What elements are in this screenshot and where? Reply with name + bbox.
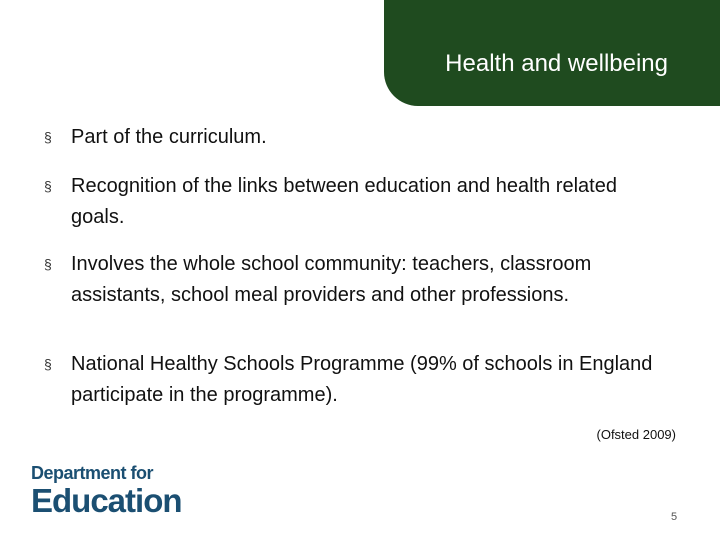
bullet-marker-icon: § xyxy=(44,356,52,372)
bullet-text: Involves the whole school community: teachers, classroom assistants, school meal providers and other professions. xyxy=(71,253,592,306)
bullet-item xyxy=(44,249,671,311)
department-for-education-logo xyxy=(31,463,182,518)
slide-title: Health and wellbeing xyxy=(445,50,668,77)
title-banner xyxy=(384,0,720,106)
bullet-marker-icon: § xyxy=(44,129,52,145)
bullet-marker-icon: § xyxy=(44,256,52,272)
bullet-item xyxy=(44,171,671,233)
page-number: 5 xyxy=(671,511,678,523)
bullet-text: National Healthy Schools Programme (99% of schools in England participate in the programme). xyxy=(71,353,653,406)
logo-line-2: Education xyxy=(31,482,182,519)
bullet-text: Recognition of the links between education and health related goals. xyxy=(71,175,617,228)
source-citation: (Ofsted 2009) xyxy=(596,427,676,442)
bullet-marker-icon: § xyxy=(44,178,52,194)
bullet-item xyxy=(44,122,671,153)
logo-line-1: Department for xyxy=(31,463,154,483)
bullet-item xyxy=(44,349,671,411)
bullet-text: Part of the curriculum. xyxy=(71,126,267,148)
